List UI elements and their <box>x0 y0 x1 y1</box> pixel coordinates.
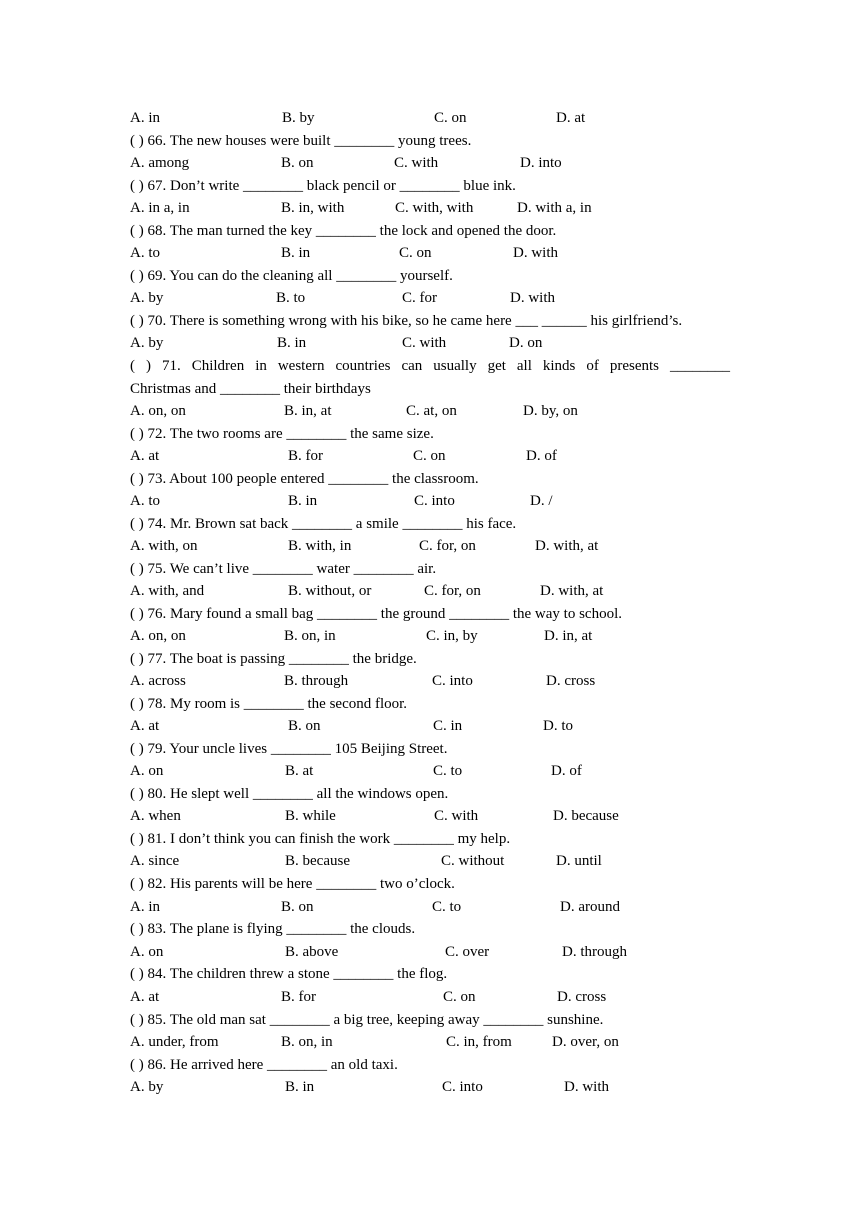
option-c: C. with <box>402 335 447 351</box>
option-b: B. because <box>285 853 350 869</box>
option-a: A. on, on <box>130 628 186 644</box>
question-71-text: ( ) 71. Children in western countries can usually get all kinds of presents ________ <box>130 358 730 374</box>
option-b: B. at <box>285 763 314 779</box>
question-78: ( ) 78. My room is ________ the second floor. <box>130 696 408 712</box>
option-d: D. with <box>564 1079 609 1095</box>
option-d: D. to <box>543 718 573 734</box>
question-82: ( ) 82. His parents will be here ________ two o’clock. <box>130 876 455 892</box>
option-b: B. in <box>285 1079 315 1095</box>
option-c: C. in, by <box>426 628 478 644</box>
question-67: ( ) 67. Don’t write ________ black pencil or ________ blue ink. <box>130 178 516 194</box>
option-a: A. to <box>130 493 160 509</box>
question-81: ( ) 81. I don’t think you can finish the work ________ my help. <box>130 831 511 847</box>
option-d: D. at <box>556 110 586 126</box>
question-76: ( ) 76. Mary found a small bag ________ the ground ________ the way to school. <box>130 606 623 622</box>
question-70: ( ) 70. There is something wrong with his bike, so he came here ___ ______ his girlfriend’s. <box>130 313 683 329</box>
option-a: A. among <box>130 155 190 171</box>
option-c: C. for, on <box>424 583 481 599</box>
option-b: B. on <box>281 899 314 915</box>
option-b: B. by <box>282 110 315 126</box>
option-b: B. in <box>277 335 307 351</box>
option-b: B. to <box>276 290 306 306</box>
option-b: B. for <box>281 989 316 1005</box>
option-b: B. above <box>285 944 339 960</box>
option-a: A. since <box>130 853 180 869</box>
option-c: C. without <box>441 853 505 869</box>
option-a: A. with, on <box>130 538 198 554</box>
question-75: ( ) 75. We can’t live ________ water ________ air. <box>130 561 437 577</box>
question-68: ( ) 68. The man turned the key ________ the lock and opened the door. <box>130 223 557 239</box>
option-d: D. of <box>551 763 582 779</box>
option-c: C. to <box>432 899 462 915</box>
option-c: C. into <box>432 673 473 689</box>
option-c: C. with <box>434 808 479 824</box>
option-c: C. into <box>414 493 455 509</box>
option-b: B. for <box>288 448 323 464</box>
option-d: D. cross <box>557 989 607 1005</box>
option-d: D. cross <box>546 673 596 689</box>
option-c: C. on <box>399 245 432 261</box>
option-c: C. for, on <box>419 538 476 554</box>
option-a: A. in <box>130 899 160 915</box>
option-d: D. on <box>509 335 543 351</box>
question-71 <box>130 356 730 376</box>
question-73: ( ) 73. About 100 people entered ________ the classroom. <box>130 471 479 487</box>
option-a: A. across <box>130 673 186 689</box>
question-66: ( ) 66. The new houses were built ________ young trees. <box>130 133 472 149</box>
option-c: C. in, from <box>446 1034 512 1050</box>
question-86: ( ) 86. He arrived here ________ an old taxi. <box>130 1057 398 1073</box>
question-77: ( ) 77. The boat is passing ________ the bridge. <box>130 651 417 667</box>
question-84: ( ) 84. The children threw a stone ________ the flog. <box>130 966 448 982</box>
option-c: C. for <box>402 290 437 306</box>
option-a: A. under, from <box>130 1034 219 1050</box>
option-c: C. on <box>413 448 446 464</box>
option-b: B. while <box>285 808 336 824</box>
option-a: A. at <box>130 718 160 734</box>
option-a: A. by <box>130 335 164 351</box>
option-d: D. because <box>553 808 619 824</box>
question-74: ( ) 74. Mr. Brown sat back ________ a smile ________ his face. <box>130 516 517 532</box>
option-a: A. on <box>130 944 164 960</box>
option-d: D. of <box>526 448 557 464</box>
option-c: C. at, on <box>406 403 457 419</box>
question-83: ( ) 83. The plane is flying ________ the clouds. <box>130 921 416 937</box>
option-d: D. by, on <box>523 403 578 419</box>
option-d: D. until <box>556 853 602 869</box>
option-b: B. on, in <box>284 628 336 644</box>
option-a: A. when <box>130 808 181 824</box>
question-79: ( ) 79. Your uncle lives ________ 105 Beijing Street. <box>130 741 448 757</box>
question-80: ( ) 80. He slept well ________ all the windows open. <box>130 786 449 802</box>
option-a: A. on <box>130 763 164 779</box>
option-d: D. / <box>530 493 553 509</box>
option-a: A. with, and <box>130 583 205 599</box>
option-d: D. with a, in <box>517 200 592 216</box>
option-d: D. with, at <box>535 538 599 554</box>
option-a: A. to <box>130 245 160 261</box>
option-c: C. on <box>434 110 467 126</box>
option-a: A. at <box>130 448 160 464</box>
option-b: B. on <box>288 718 321 734</box>
option-b: B. in, at <box>284 403 332 419</box>
option-b: B. with, in <box>288 538 352 554</box>
option-d: D. into <box>520 155 562 171</box>
option-a: A. by <box>130 290 164 306</box>
question-71-continuation: Christmas and ________ their birthdays <box>130 381 371 397</box>
option-b: B. on <box>281 155 314 171</box>
option-c: C. in <box>433 718 463 734</box>
option-b: B. in <box>281 245 311 261</box>
question-72: ( ) 72. The two rooms are ________ the same size. <box>130 426 434 442</box>
option-d: D. with <box>513 245 558 261</box>
option-d: D. in, at <box>544 628 593 644</box>
option-d: D. with, at <box>540 583 604 599</box>
question-85: ( ) 85. The old man sat ________ a big tree, keeping away ________ sunshine. <box>130 1012 604 1028</box>
option-b: B. without, or <box>288 583 372 599</box>
option-a: A. in a, in <box>130 200 190 216</box>
option-b: B. through <box>284 673 349 689</box>
option-a: A. on, on <box>130 403 186 419</box>
option-d: D. over, on <box>552 1034 619 1050</box>
option-c: C. into <box>442 1079 483 1095</box>
option-d: D. with <box>510 290 555 306</box>
option-c: C. on <box>443 989 476 1005</box>
option-d: D. around <box>560 899 620 915</box>
option-c: C. with, with <box>395 200 474 216</box>
option-a: A. in <box>130 110 160 126</box>
option-a: A. by <box>130 1079 164 1095</box>
option-b: B. on, in <box>281 1034 333 1050</box>
option-b: B. in, with <box>281 200 345 216</box>
option-a: A. at <box>130 989 160 1005</box>
option-c: C. over <box>445 944 490 960</box>
option-d: D. through <box>562 944 627 960</box>
question-69: ( ) 69. You can do the cleaning all ________ yourself. <box>130 268 453 284</box>
option-c: C. to <box>433 763 463 779</box>
option-b: B. in <box>288 493 318 509</box>
option-c: C. with <box>394 155 439 171</box>
